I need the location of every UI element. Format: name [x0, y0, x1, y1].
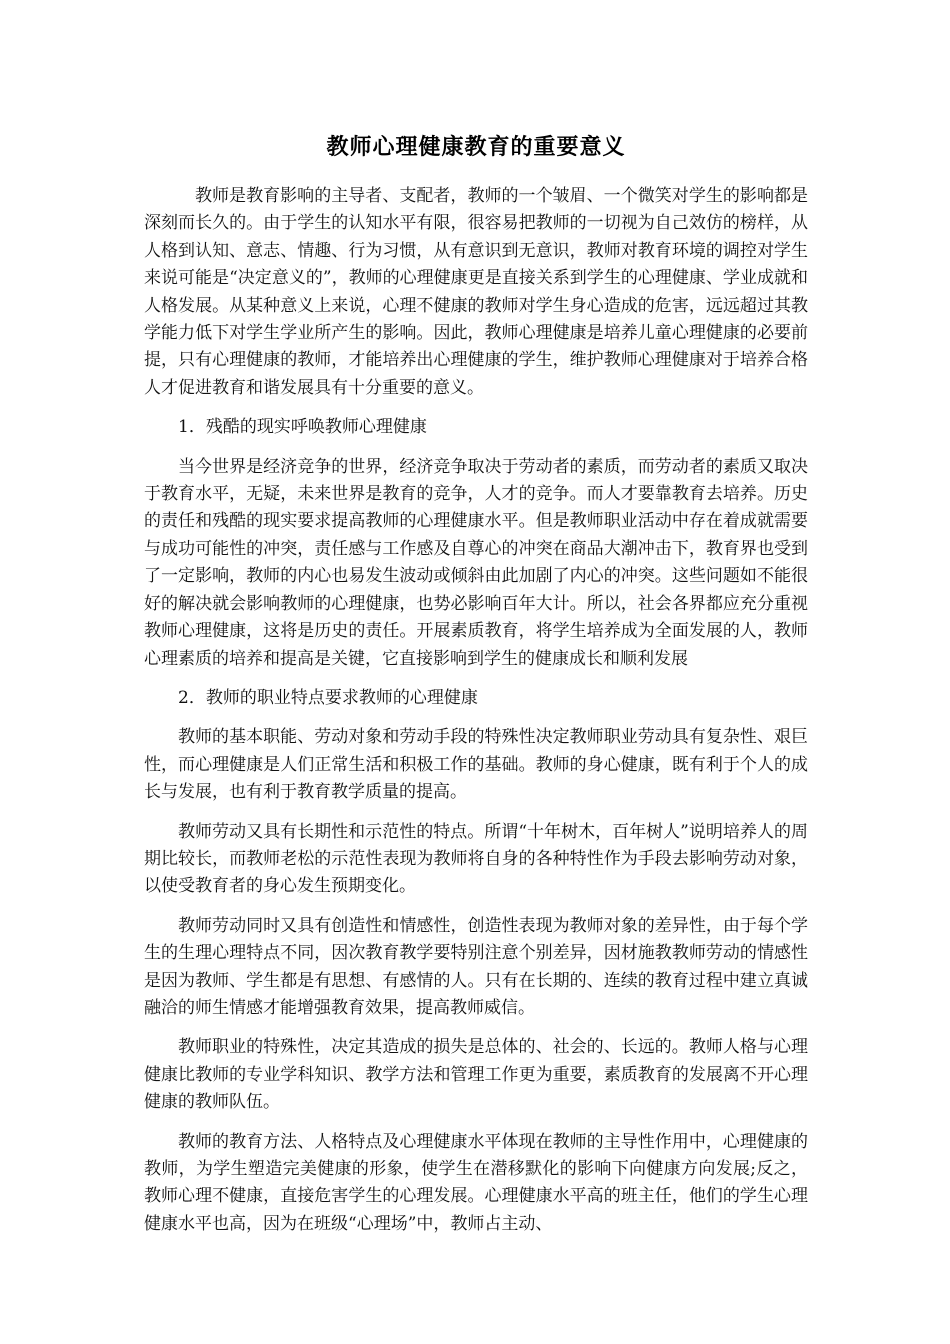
- section-heading-2: 2．教师的职业特点要求教师的心理健康: [178, 687, 478, 708]
- document-body: [144, 132, 808, 1238]
- section2-paragraph-4: 教师职业的特殊性，决定其造成的损失是总体的、社会的、长远的。教师人格与心理健康比教师的专业学科知识、教学方法和管理工作更为重要，素质教育的发展离不开心理健康的教师队伍。: [144, 1037, 808, 1113]
- section2-paragraph-3: 教师劳动同时又具有创造性和情感性，创造性表现为教师对象的差异性，由于每个学生的生理心理特点不同，因次教育教学要特别注意个别差异，因材施教教师劳动的情感性是因为教师、学生都是有思想、有感情的人。只有在长期的、连续的教育过程中建立真诚融洽的师生情感才能增强教育效果，提高教师威信。: [144, 915, 808, 1018]
- section2-paragraph-5: 教师的教育方法、人格特点及心理健康水平体现在教师的主导性作用中，心理健康的教师，为学生塑造完美健康的形象，使学生在潜移默化的影响下向健康方向发展;反之，教师心理不健康，直接危害学生的心理发展。心理健康水平高的班主任，他们的学生心理健康水平也高，因为在班级“心理场”中，教师占主动、: [144, 1131, 808, 1234]
- section2-paragraph-1: 教师的基本职能、劳动对象和劳动手段的特殊性决定教师职业劳动具有复杂性、艰巨性，而心理健康是人们正常生活和积极工作的基础。教师的身心健康，既有利于个人的成长与发展，也有利于教育教学质量的提高。: [144, 727, 808, 803]
- document-title: 教师心理健康教育的重要意义: [326, 135, 626, 160]
- section-heading-1: 1．残酷的现实呼唤教师心理健康: [178, 417, 427, 438]
- section-paragraph-1: 当今世界是经济竞争的世界，经济竞争取决于劳动者的素质，而劳动者的素质又取决于教育水平，无疑，未来世界是教育的竞争，人才的竞争。而人才要靠教育去培养。历史的责任和残酷的现实要求提高教师的心理健康水平。但是教师职业活动中存在着成就需要与成功可能性的冲突，责任感与工作感及自尊心的冲突在商品大潮冲击下，教育界也受到了一定影响，教师的内心也易发生波动或倾斜由此加剧了内心的冲突。这些问题如不能很好的解决就会影响教师的心理健康，也势必影响百年大计。所以，社会各界都应充分重视教师心理健康，这将是历史的责任。开展素质教育，将学生培养成为全面发展的人，教师心理素质的培养和提高是关键，它直接影响到学生的健康成长和顺利发展: [144, 456, 808, 669]
- section2-paragraph-2: 教师劳动又具有长期性和示范性的特点。所谓“十年树木，百年树人”说明培养人的周期比较长，而教师老松的示范性表现为教师将自身的各种特性作为手段去影响劳动对象，以使受教育者的身心发生预期变化。: [144, 821, 808, 897]
- intro-paragraph: 教师是教育影响的主导者、支配者，教师的一个皱眉、一个微笑对学生的影响都是深刻而长久的。由于学生的认知水平有限，很容易把教师的一切视为自己效仿的榜样，从人格到认知、意志、情趣、行为习惯，从有意识到无意识，教师对教育环境的调控对学生来说可能是“决定意义的”，教师的心理健康更是直接关系到学生的心理健康、学业成就和人格发展。从某种意义上来说，心理不健康的教师对学生身心造成的危害，远远超过其教学能力低下对学生学业所产生的影响。因此，教师心理健康是培养儿童心理健康的必要前提，只有心理健康的教师，才能培养出心理健康的学生，维护教师心理健康对于培养合格人才促进教育和谐发展具有十分重要的意义。: [144, 186, 808, 398]
